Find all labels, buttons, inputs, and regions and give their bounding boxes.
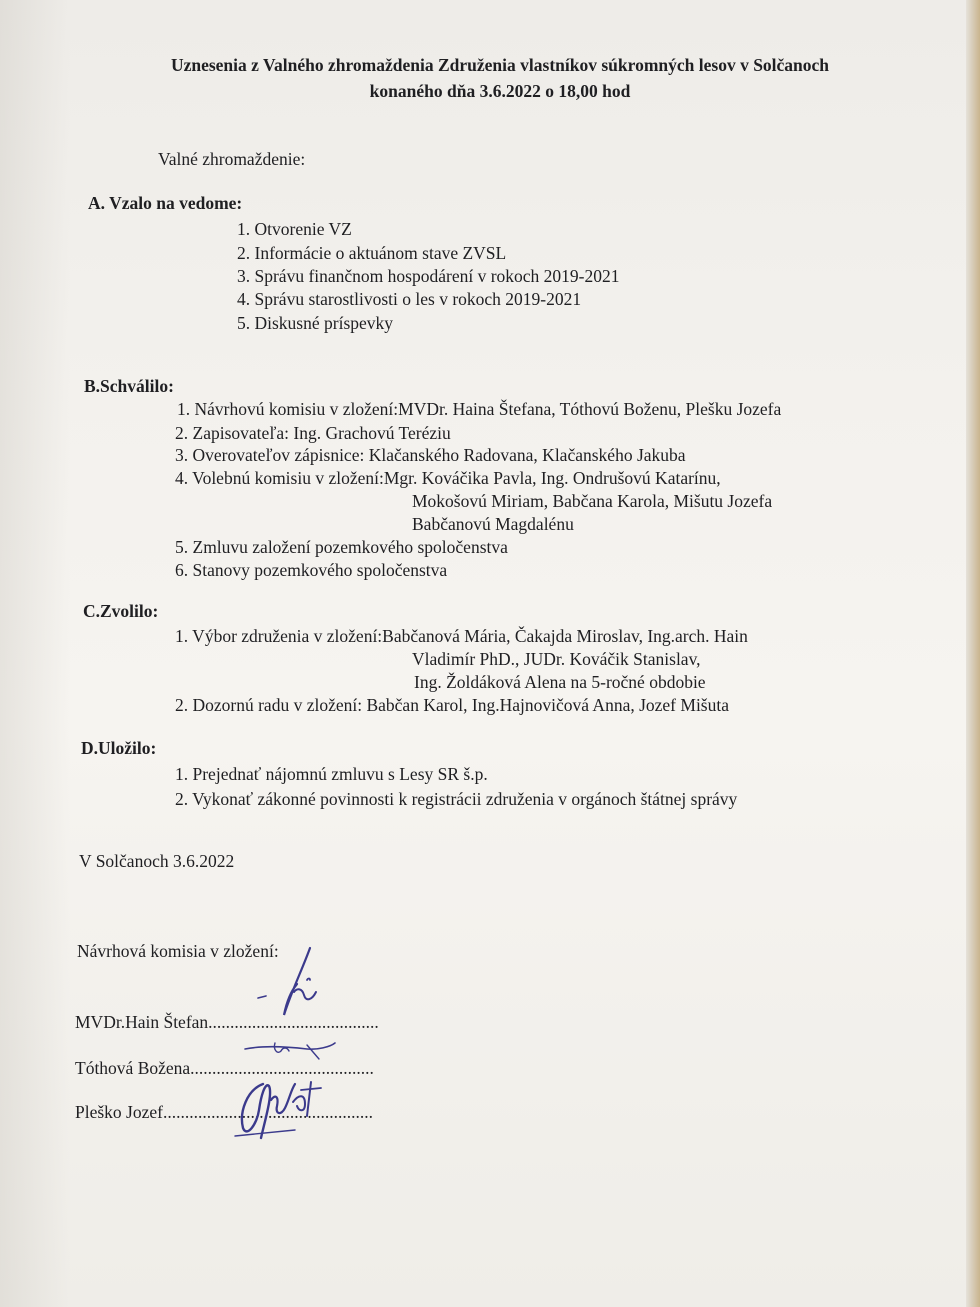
section-c-item: 1. Výbor združenia v zložení:Babčanová Mária, Čakajda Miroslav, Ing.arch. Hain: [175, 626, 748, 646]
section-d-heading: D.Uložilo:: [81, 738, 157, 758]
section-a-item: 1. Otvorenie VZ: [237, 219, 352, 239]
section-a-item: 2. Informácie o aktuánom stave ZVSL: [237, 243, 507, 263]
signature-line: MVDr.Hain Štefan.......................................: [75, 1012, 379, 1032]
title-line-2: konaného dňa 3.6.2022 o 18,00 hod: [369, 81, 631, 101]
section-b-item: 4. Volebnú komisiu v zložení:Mgr. Kováčika Pavla, Ing. Ondrušovú Katarínu,: [175, 468, 721, 488]
section-d-item: 1. Prejednať nájomnú zmluvu s Lesy SR š.p.: [175, 764, 488, 784]
section-d-item: 2. Vykonať zákonné povinnosti k registrácii združenia v orgánoch štátnej správy: [175, 789, 738, 809]
signature-line: Tóthová Božena..........................................: [75, 1058, 374, 1078]
section-b-item-continuation: Mokošovú Miriam, Babčana Karola, Mišutu Jozefa: [412, 491, 773, 511]
section-b-item: 3. Overovateľov zápisnice: Klačanského Radovana, Klačanského Jakuba: [175, 445, 686, 465]
section-c-item-continuation: Ing. Žoldáková Alena na 5-ročné obdobie: [414, 672, 706, 692]
place-date: V Solčanoch 3.6.2022: [79, 851, 235, 871]
section-b-item-continuation: Babčanovú Magdalénu: [412, 514, 574, 534]
section-c-heading: C.Zvolilo:: [83, 601, 159, 621]
section-a-item: 3. Správu finančnom hospodárení v rokoch 2019-2021: [237, 266, 620, 286]
signature-line: Pleško Jozef................................................: [75, 1102, 373, 1122]
section-a-heading: A. Vzalo na vedome:: [88, 193, 243, 213]
intro-text: Valné zhromaždenie:: [158, 149, 306, 169]
page-edge: [966, 0, 980, 1307]
section-b-item: 1. Návrhovú komisiu v zložení:MVDr. Haina Štefana, Tóthovú Boženu, Plešku Jozefa: [177, 399, 782, 419]
section-a-item: 4. Správu starostlivosti o les v rokoch 2019-2021: [237, 289, 582, 309]
section-c-item-continuation: Vladimír PhD., JUDr. Kováčik Stanislav,: [412, 649, 701, 669]
section-b-heading: B.Schválilo:: [84, 376, 174, 396]
commission-label: Návrhová komisia v zložení:: [77, 941, 279, 961]
lighting-shade: [0, 0, 70, 1307]
section-b-item: 5. Zmluvu založení pozemkového spoločenstva: [175, 537, 508, 557]
title-line-1: Uznesenia z Valného zhromaždenia Združenia vlastníkov súkromných lesov v Solčanoch: [170, 55, 830, 75]
section-a-item: 5. Diskusné príspevky: [237, 313, 394, 333]
section-b-item: 2. Zapisovateľa: Ing. Grachovú Teréziu: [175, 423, 451, 443]
document-title: [100, 52, 900, 104]
section-c-item: 2. Dozornú radu v zložení: Babčan Karol, Ing.Hajnovičová Anna, Jozef Mišuta: [175, 695, 730, 715]
section-b-item: 6. Stanovy pozemkového spoločenstva: [175, 560, 448, 580]
